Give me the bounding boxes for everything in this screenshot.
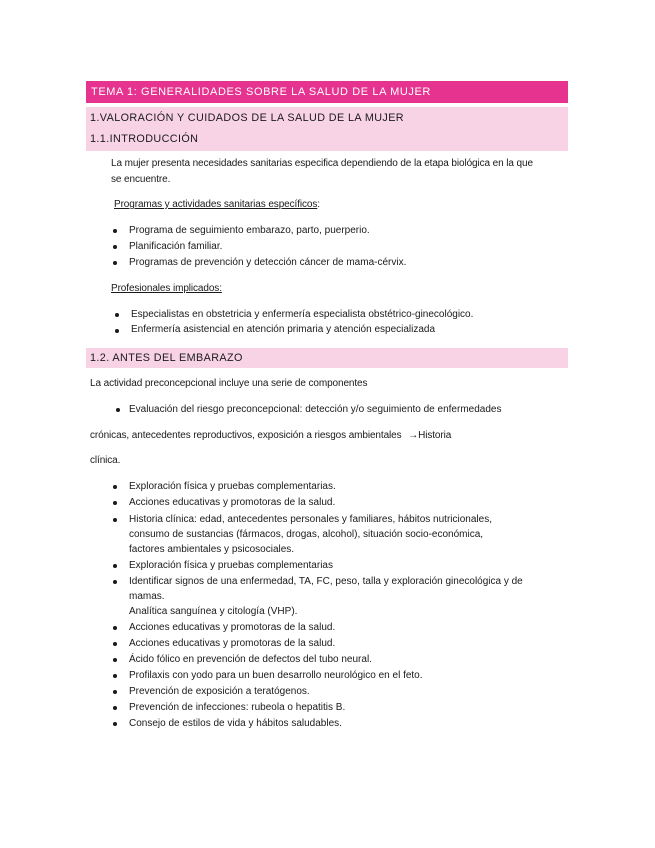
subsection-heading: 1.1.INTRODUCCIÓN: [90, 133, 199, 145]
programs-colon: :: [317, 199, 320, 210]
list-item-continuation: factores ambientales y psicosociales.: [129, 544, 295, 555]
list-item: Acciones educativas y promotoras de la salud.: [129, 638, 336, 649]
list-item-continuation: consumo de sustancias (fármacos, drogas, alcohol), situación socio-económica,: [129, 529, 484, 540]
bullet-icon: [116, 408, 120, 412]
intro-line: se encuentre.: [111, 174, 171, 185]
bullet-icon: [113, 580, 117, 584]
list-item: Exploración física y pruebas complementarias: [129, 560, 333, 571]
bullet-icon: [113, 690, 117, 694]
list-item: Acciones educativas y promotoras de la salud.: [129, 622, 336, 633]
bullet-icon: [113, 564, 117, 568]
list-item: Identificar signos de una enfermedad, TA, FC, peso, talla y exploración ginecológica y de: [129, 576, 523, 587]
bullet-icon: [113, 706, 117, 710]
bullet-icon: [113, 485, 117, 489]
bullet-icon: [115, 313, 119, 317]
bullet-icon: [113, 245, 117, 249]
list-item: Historia clínica: edad, antecedentes personales y familiares, hábitos nutricionales,: [129, 514, 492, 525]
bullet-icon: [113, 501, 117, 505]
list-item: Programas de prevención y detección cáncer de mama-cérvix.: [129, 257, 407, 268]
list-item: Programa de seguimiento embarazo, parto, puerperio.: [129, 225, 370, 236]
bullet-icon: [115, 329, 119, 333]
bullet-icon: [113, 674, 117, 678]
page-title-bar: TEMA 1: GENERALIDADES SOBRE LA SALUD DE LA MUJER: [86, 81, 568, 103]
bullet-icon: [113, 642, 117, 646]
paragraph-continuation: [90, 428, 451, 443]
list-item: Planificación familiar.: [129, 241, 223, 252]
paragraph: La actividad preconcepcional incluye una serie de componentes: [90, 378, 368, 389]
section-heading: 1.VALORACIÓN Y CUIDADOS DE LA SALUD DE LA MUJER: [90, 112, 405, 124]
list-item: Profilaxis con yodo para un buen desarrollo neurológico en el feto.: [129, 670, 423, 681]
bullet-icon: [113, 722, 117, 726]
eval-continuation: crónicas, antecedentes reproductivos, exposición a riesgos ambientales: [90, 430, 402, 441]
list-item: Acciones educativas y promotoras de la salud.: [129, 497, 336, 508]
list-item: Especialistas en obstetricia y enfermería especialista obstétrico-ginecológico.: [131, 309, 474, 320]
list-item: Prevención de exposición a teratógenos.: [129, 686, 310, 697]
section-heading: 1.2. ANTES DEL EMBARAZO: [90, 352, 243, 364]
bullet-icon: [113, 518, 117, 522]
list-item: Ácido fólico en prevención de defectos del tubo neural.: [129, 654, 372, 665]
bullet-icon: [113, 261, 117, 265]
professionals-label: Profesionales implicados:: [111, 283, 222, 294]
bullet-icon: [113, 229, 117, 233]
eval-arrow-text: →Historia: [408, 430, 452, 441]
list-item: Enfermería asistencial en atención primaria y atención especializada: [131, 324, 436, 335]
list-item-continuation: Analítica sanguínea y citología (VHP).: [129, 606, 298, 617]
list-item: Consejo de estilos de vida y hábitos saludables.: [129, 718, 342, 729]
intro-line: La mujer presenta necesidades sanitarias especifica dependiendo de la etapa biológica en la que: [111, 158, 533, 169]
list-item: Exploración física y pruebas complementarias.: [129, 481, 336, 492]
paragraph-continuation: clínica.: [90, 455, 121, 466]
bullet-icon: [113, 658, 117, 662]
programs-label-row: [111, 197, 320, 212]
list-item-continuation: mamas.: [129, 591, 165, 602]
programs-label: Programas y actividades sanitarias específicos: [114, 199, 318, 210]
list-item: Evaluación del riesgo preconcepcional: detección y/o seguimiento de enfermedades: [129, 404, 502, 415]
bullet-icon: [113, 626, 117, 630]
list-item: Prevención de infecciones: rubeola o hepatitis B.: [129, 702, 346, 713]
